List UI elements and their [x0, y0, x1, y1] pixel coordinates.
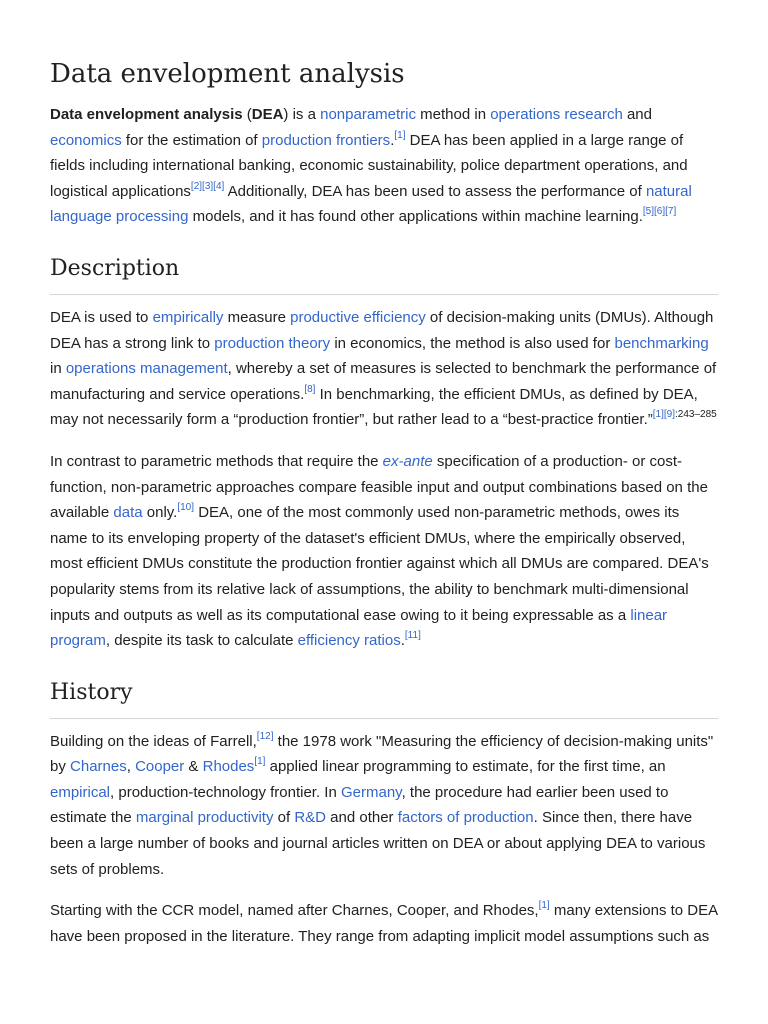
text-span: measure: [223, 308, 291, 326]
lead-paragraph: [50, 102, 718, 230]
citation: [257, 731, 274, 742]
text-span: and other: [325, 809, 398, 827]
link-r-and-d[interactable]: R&D: [294, 809, 326, 827]
link-factors-of-production[interactable]: factors of production: [397, 809, 534, 827]
citation-link[interactable]: [11]: [404, 630, 421, 642]
citation-link[interactable]: [12]: [256, 730, 274, 742]
text-span: ,: [126, 758, 136, 776]
history-paragraph-2: [50, 898, 718, 949]
citation-link[interactable]: [1]: [538, 900, 550, 912]
citation-link[interactable]: [5]: [642, 206, 655, 218]
link-germany[interactable]: Germany: [341, 783, 402, 801]
text-span: ) is a: [283, 106, 321, 123]
text-span: applied linear programming to estimate, for the first time, an: [265, 758, 666, 776]
citation-pages: :243–285: [675, 409, 717, 421]
text-span: in economics, the method is also used for: [330, 334, 615, 352]
citation-link[interactable]: [7]: [665, 206, 677, 218]
link-marginal-productivity[interactable]: marginal productivity: [135, 809, 274, 827]
link-rhodes[interactable]: Rhodes: [202, 758, 255, 776]
text-span: , despite its task to calculate: [105, 632, 298, 650]
text-span: .: [400, 632, 405, 650]
text-span: , whereby a set of measures is selected to benchmark the performance of manufacturing and service operations.: [50, 360, 717, 403]
citation-link[interactable]: [1]: [394, 129, 406, 141]
link-production-frontiers[interactable]: production frontiers: [261, 131, 391, 149]
citation-link[interactable]: [1]: [652, 409, 664, 421]
text-span: DEA is used to: [50, 308, 153, 326]
citation: [405, 630, 421, 641]
link-ex-ante[interactable]: [383, 453, 433, 470]
text-span: . Since then, there have been a large number of books and journal articles written on DEA or about applying DEA to various sets of problems.: [50, 809, 706, 878]
text-span: of: [273, 809, 295, 827]
citation-link[interactable]: [6]: [654, 206, 666, 218]
citation-link[interactable]: [9]: [663, 409, 676, 421]
text-span: method in: [416, 106, 491, 123]
text-span: Building on the ideas of Farrell,: [50, 732, 257, 750]
text-span: Starting with the CCR model, named after Charnes, Cooper, and Rhodes,: [50, 902, 539, 920]
citation-link[interactable]: [1]: [254, 756, 266, 768]
description-paragraph-1: [50, 305, 718, 433]
link-empirical[interactable]: empirical: [50, 783, 111, 801]
citation: [254, 756, 265, 767]
link-operations-research[interactable]: operations research: [490, 106, 623, 123]
citation-link[interactable]: [3]: [202, 180, 214, 192]
citation-link[interactable]: [2]: [190, 180, 203, 192]
link-text: ex-ante: [382, 452, 433, 470]
text-span: and: [622, 106, 652, 123]
text-span: specification of a production- or cost-function, non-parametric approaches compare feasible input and output combinations based on the available: [50, 452, 708, 522]
citation: [643, 206, 676, 217]
link-operations-management[interactable]: operations management: [65, 360, 228, 378]
link-natural-language-processing[interactable]: natural language processing: [50, 182, 692, 226]
text-span: DEA has been applied in a large range of fields including international banking, economic sustainability, police department operations, and logistical applications: [50, 131, 688, 200]
link-data[interactable]: data: [113, 504, 143, 522]
history-paragraph-1: [50, 729, 718, 883]
text-span: the 1978 work "Measuring the efficiency of decision-making units" by: [50, 732, 714, 776]
page-title: Data envelopment analysis: [50, 59, 405, 89]
link-economics[interactable]: economics: [50, 131, 122, 149]
link-linear-program[interactable]: linear program: [50, 606, 668, 650]
text-span: , the procedure had earlier been used to estimate the: [50, 783, 669, 827]
text-span: In benchmarking, the efficient DMUs, as defined by DEA, may not necessarily form a “production frontier”, but rather lead to a “best-practice frontier.”: [50, 385, 698, 429]
citation: [539, 900, 550, 911]
citation: [304, 384, 315, 395]
text-span: only.: [142, 504, 178, 522]
text-span: for the estimation of: [121, 131, 262, 149]
text-span: in: [50, 360, 66, 378]
link-productive-efficiency[interactable]: productive efficiency: [290, 308, 426, 326]
text-span: In contrast to parametric methods that require the: [50, 452, 383, 470]
text-span: (: [242, 106, 252, 123]
abbr-term: DEA: [251, 106, 284, 123]
section-heading-history: History: [50, 678, 718, 719]
link-charnes[interactable]: Charnes: [70, 758, 127, 776]
citation: [653, 409, 717, 420]
link-cooper[interactable]: Cooper: [135, 758, 185, 776]
link-efficiency-ratios[interactable]: efficiency ratios: [297, 632, 401, 650]
citation: [177, 502, 194, 513]
citation: [191, 181, 224, 192]
citation: [394, 130, 405, 141]
description-paragraph-2: [50, 449, 718, 654]
text-span: models, and it has found other applications within machine learning.: [188, 208, 643, 226]
text-span: DEA, one of the most commonly used non-parametric methods, owes its name to its enveloping property of the dataset's efficient DMUs, where the empirically observed, most efficient DMUs constitute the production frontier against which all DMUs are compared. DEA's popularity stems from its relative lack of assumptions, the ability to benchmark multi-dimensional inputs and outputs as well as its computational ease owing to it being expressable as a: [50, 504, 709, 624]
text-span: , production-technology frontier. In: [110, 783, 341, 801]
link-benchmarking[interactable]: benchmarking: [614, 334, 709, 352]
text-span: many extensions to DEA have been proposed in the literature. They range from adapting implicit model assumptions such as: [50, 902, 718, 945]
text-span: of decision-making units (DMUs). Although DEA has a strong link to: [50, 308, 714, 352]
citation-link[interactable]: [10]: [177, 502, 195, 514]
link-nonparametric[interactable]: nonparametric: [320, 106, 416, 123]
citation-link[interactable]: [8]: [304, 383, 316, 395]
link-empirically[interactable]: empirically: [152, 308, 224, 326]
bold-term: Data envelopment analysis: [50, 106, 243, 123]
link-production-theory[interactable]: production theory: [214, 334, 331, 352]
citation-link[interactable]: [4]: [213, 180, 225, 192]
text-span: .: [390, 131, 395, 149]
text-span: Additionally, DEA has been used to assess the performance of: [224, 182, 646, 200]
section-heading-description: Description: [50, 254, 718, 295]
text-span: &: [184, 758, 203, 776]
